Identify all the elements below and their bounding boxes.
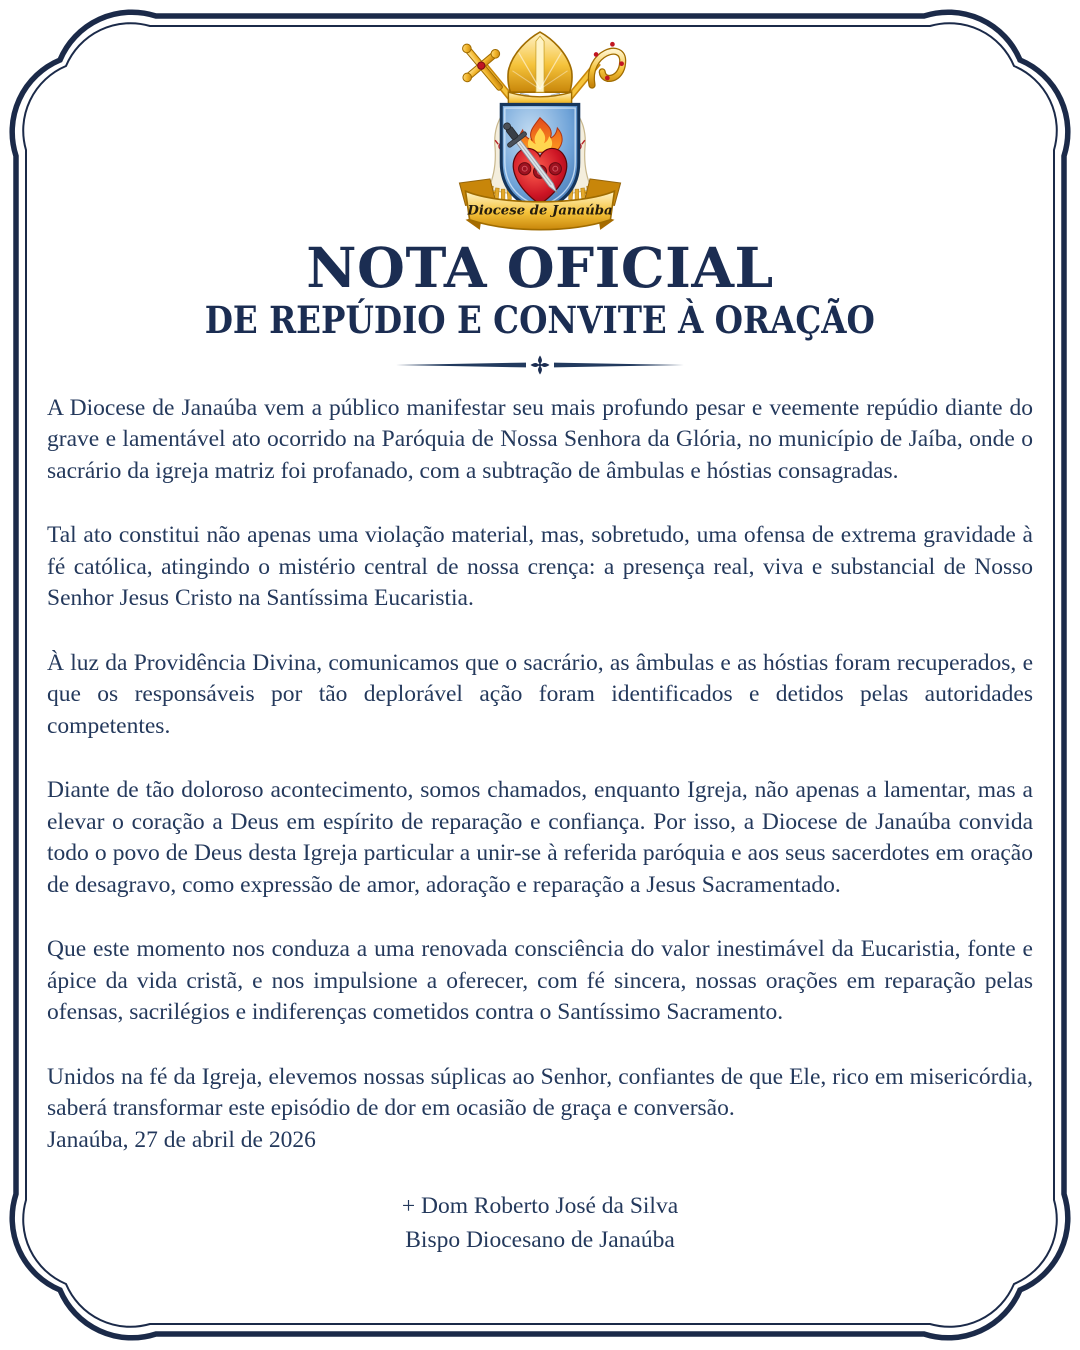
signature-name: + Dom Roberto José da Silva bbox=[401, 1193, 679, 1220]
paragraph-2: Tal ato constitui não apenas uma violação material, mas, sobretudo, uma ofensa de extrema gravidade à fé católica, atingindo o mistério central de nossa crença: a presença real, viva e substancial de Nosso Senhor Jesus Cristo na Santíssima Eucaristia. bbox=[47, 522, 1033, 612]
ornamental-divider bbox=[390, 353, 690, 377]
diocese-coat-of-arms bbox=[452, 30, 628, 234]
divider-line-left bbox=[396, 362, 526, 367]
note-subtitle bbox=[47, 300, 1033, 341]
note-content bbox=[47, 30, 1033, 1257]
note-body bbox=[47, 393, 1033, 1157]
note-subtitle-text: DE REPÚDIO E CONVITE À ORAÇÃO bbox=[204, 298, 876, 343]
cross-ornament-icon bbox=[531, 355, 550, 374]
note-title: NOTA OFICIAL bbox=[306, 235, 774, 300]
paragraph-6: Unidos na fé da Igreja, elevemos nossas súplicas ao Senhor, confiantes de que Ele, rico em misericórdia, saberá transformar este episódio de dor em ocasião de graça e conversão. bbox=[47, 1063, 1033, 1122]
mitre-icon bbox=[508, 32, 572, 108]
divider-line-right bbox=[554, 362, 684, 367]
crozier-icon bbox=[591, 42, 624, 85]
paragraph-5: Que este momento nos conduza a uma renovada consciência do valor inestimável da Eucaristia, fonte e ápice da vida cristã, e nos impulsione a oferecer, com fé sincera, nossas orações em reparação pelas ofensas, sacrilégios e indiferenças cometidos contra o Santíssimo Sacramento. bbox=[47, 936, 1033, 1026]
paragraph-1: A Diocese de Janaúba vem a público manifestar seu mais profundo pesar e veemente repúdio diante do grave e lamentável ato ocorrido na Paróquia de Nossa Senhora da Glória, no município de Jaíba, onde o sacrário da igreja matriz foi profanado, com a subtração de âmbulas e hóstias consagradas. bbox=[47, 394, 1033, 484]
dateline: Janaúba, 27 de abril de 2026 bbox=[47, 1126, 316, 1153]
signature-title: Bispo Diocesano de Janaúba bbox=[405, 1227, 675, 1254]
paragraph-3: À luz da Providência Divina, comunicamos que o sacrário, as âmbulas e as hóstias foram recuperados, e que os responsáveis por tão deplorável ação foram identificados e detidos pelas autoridades competentes. bbox=[47, 649, 1033, 739]
paragraph-4: Diante de tão doloroso acontecimento, somos chamados, enquanto Igreja, não apenas a lamentar, mas a elevar o coração a Deus em espírito de reparação e confiança. Por isso, a Diocese de Janaúba convida todo o povo de Deus desta Igreja particular a unir-se à referida paróquia e aos seus sacerdotes em oração de desagravo, como expressão de amor, adoração e reparação a Jesus Sacramentado. bbox=[47, 777, 1033, 898]
crest-banner-text: Diocese de Janaúba bbox=[467, 203, 613, 219]
signature-block bbox=[47, 1189, 1033, 1257]
